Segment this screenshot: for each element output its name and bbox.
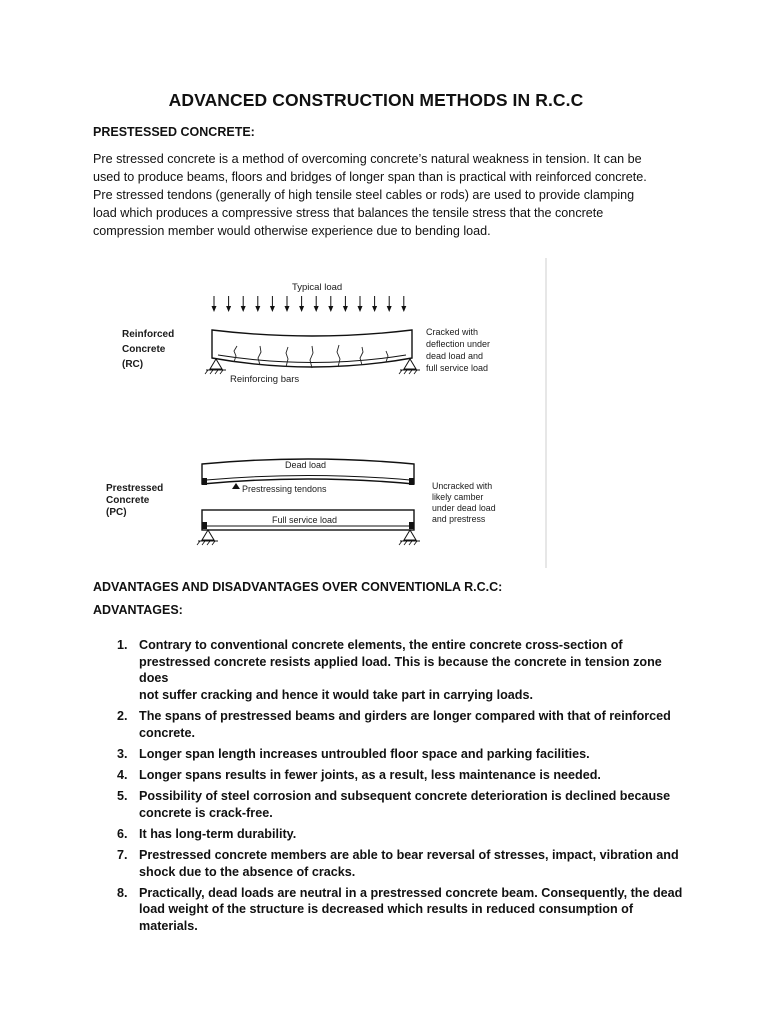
load-arrow-head	[343, 306, 348, 312]
pc-note-line3: under dead load	[432, 503, 496, 513]
intro-paragraph	[93, 150, 683, 240]
list-item-line: not suffer cracking and hence it would take part in carrying loads.	[139, 687, 533, 702]
load-arrow-head	[299, 306, 304, 312]
list-item-line: The spans of prestressed beams and girders are longer compared with that of reinforced	[139, 708, 671, 723]
load-arrow-head	[358, 306, 363, 312]
list-item-number: 1.	[117, 638, 128, 652]
pc-right-support	[399, 530, 420, 545]
list-item	[93, 885, 693, 935]
list-item-line: concrete.	[139, 725, 195, 740]
pc-anchor-right	[409, 478, 414, 485]
full-service-load-label: Full service load	[272, 515, 338, 525]
beam-comparison-figure	[100, 258, 552, 570]
paragraph-line: Pre stressed tendons (generally of high tensile steel cables or rods) are used to provide clamping	[93, 188, 635, 202]
list-item-line: shock due to the absence of cracks.	[139, 864, 356, 879]
typical-load-label: Typical load	[292, 282, 343, 293]
load-arrow-head	[212, 306, 217, 312]
list-item-line: concrete is crack-free.	[139, 805, 273, 820]
list-item-line: Contrary to conventional concrete elements, the entire concrete cross-section of	[139, 638, 623, 652]
list-item-number: 6.	[117, 826, 128, 841]
paragraph-line: load which produces a compressive stress that balances the tensile stress that the concrete	[93, 206, 604, 220]
load-arrow-head	[226, 306, 231, 312]
pc-full-anchor-right	[409, 522, 414, 529]
load-arrow-head	[285, 306, 290, 312]
pc-full-anchor-left	[202, 522, 207, 529]
section-heading-prestressed: PRESTESSED CONCRETE:	[93, 125, 255, 139]
list-item	[93, 637, 693, 703]
list-item-line: Possibility of steel corrosion and subsequent concrete deterioration is declined because	[139, 789, 671, 804]
rc-note-line4: full service load	[426, 363, 489, 373]
prestressing-tendons-label: Prestressing tendons	[242, 484, 327, 494]
list-item	[93, 708, 693, 741]
list-item-line: It has long-term durability.	[139, 826, 297, 841]
page-title: ADVANCED CONSTRUCTION METHODS IN R.C.C	[168, 90, 584, 110]
list-item-line: Longer spans results in fewer joints, as a result, less maintenance is needed.	[139, 767, 601, 782]
list-item-number: 3.	[117, 746, 128, 761]
paragraph-line: used to produce beams, floors and bridges of longer span than is practical with reinforced concrete.	[93, 170, 647, 184]
pc-label-line3: (PC)	[106, 507, 127, 518]
load-arrow-head	[270, 306, 275, 312]
rc-right-support	[399, 359, 420, 374]
rc-note-line1: Cracked with	[426, 327, 479, 337]
rc-label-line1: Reinforced	[122, 329, 175, 340]
list-item-line: Practically, dead loads are neutral in a prestressed concrete beam. Consequently, the dead	[139, 885, 683, 900]
pc-note-line1: Uncracked with	[432, 481, 493, 491]
list-item-number: 4.	[117, 767, 128, 782]
load-arrow-head	[401, 306, 406, 312]
rc-left-support	[205, 359, 226, 374]
load-arrow-head	[314, 306, 319, 312]
paragraph-line: Pre stressed concrete is a method of overcoming concrete’s natural weakness in tension. It can be	[93, 152, 642, 166]
load-arrow-head	[387, 306, 392, 312]
pc-note-line4: and prestress	[432, 514, 486, 524]
load-arrows	[212, 296, 407, 312]
list-item-number: 5.	[117, 789, 128, 804]
rc-label-line3: (RC)	[122, 359, 144, 370]
advantages-list	[93, 637, 693, 939]
dead-load-label: Dead load	[285, 460, 327, 470]
list-item	[93, 826, 693, 843]
list-item	[93, 847, 693, 880]
reinforcing-bars-label: Reinforcing bars	[230, 374, 300, 385]
list-item-number: 8.	[117, 885, 128, 900]
list-item-line: load weight of the structure is decreased which results in reduced consumption of materials.	[139, 902, 634, 934]
list-item	[93, 788, 693, 821]
pc-label-line2: Concrete	[106, 495, 150, 506]
list-item-line: Longer span length increases untroubled floor space and parking facilities.	[139, 746, 590, 761]
rc-note-line3: dead load and	[426, 351, 484, 361]
tendon-pointer-arrow	[232, 483, 240, 489]
load-arrow-head	[372, 306, 377, 312]
load-arrow-head	[255, 306, 260, 312]
load-arrow-head	[328, 306, 333, 312]
pc-anchor-left	[202, 478, 207, 485]
section-heading-advantages: ADVANTAGES:	[93, 603, 183, 617]
list-item	[93, 746, 693, 763]
section-heading-advantages-disadvantages: ADVANTAGES AND DISADVANTAGES OVER CONVENTIONLA R.C.C:	[93, 580, 503, 594]
pc-note-line2: likely camber	[432, 492, 484, 502]
list-item-number: 2.	[117, 708, 128, 723]
rc-note-line2: deflection under	[426, 339, 491, 349]
list-item-line: prestressed concrete resists applied load. This is because the concrete in tension zone does	[139, 654, 662, 686]
list-item-number: 7.	[117, 848, 128, 863]
pc-left-support	[197, 530, 218, 545]
load-arrow-head	[241, 306, 246, 312]
list-item-line: Prestressed concrete members are able to bear reversal of stresses, impact, vibration and	[139, 848, 679, 863]
rc-label-line2: Concrete	[122, 344, 166, 355]
pc-label-line1: Prestressed	[106, 483, 164, 494]
list-item	[93, 767, 693, 784]
paragraph-line: compression member would otherwise experience due to bending load.	[93, 224, 491, 238]
